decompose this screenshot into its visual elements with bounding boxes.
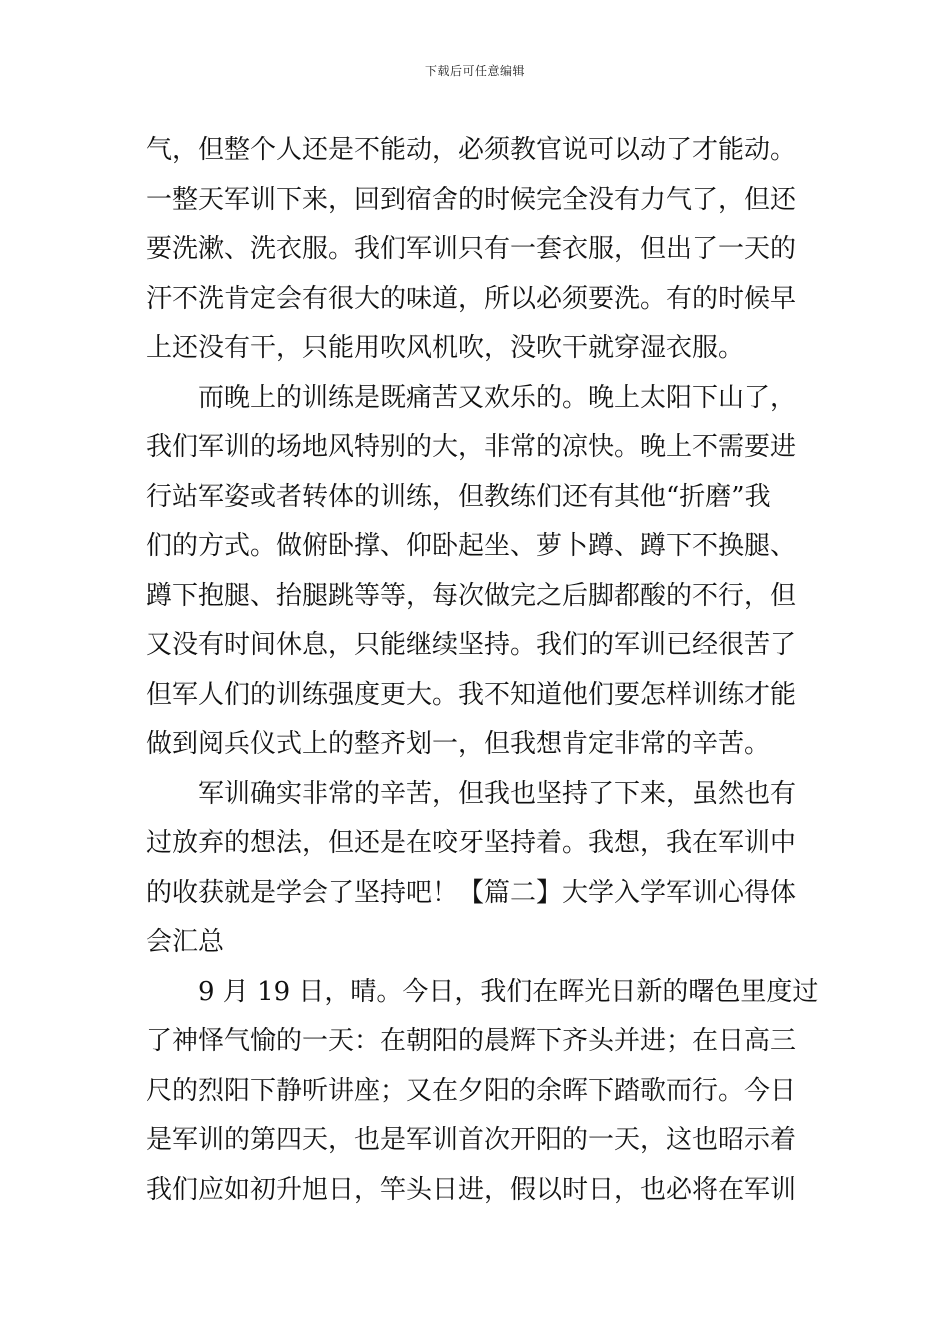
text-line: 们的方式。做俯卧撑、仰卧起坐、萝卜蹲、蹲下不换腿、 [146,531,797,561]
text-line: 一整天军训下来，回到宿舍的时候完全没有力气了，但还 [146,184,797,215]
text-line: 了神怿气愉的一天：在朝阳的晨辉下齐头并进；在日高三 [146,1026,797,1056]
paragraph-start-line: 9 月 19 日，晴。今日，我们在晖光日新的曙色里度过 [198,976,819,1007]
text-line: 尺的烈阳下静听讲座；又在夕阳的余晖下踏歌而行。今日 [146,1075,797,1106]
page-header: 下载后可任意编辑 [424,64,525,78]
text-line: 上还没有干，只能用吹风机吹，没吹干就穿湿衣服。 [146,333,745,363]
text-line: 我们军训的场地风特别的大，非常的凉快。晚上不需要进 [146,432,797,462]
text-line: 是军训的第四天，也是军训首次开阳的一天，这也昭示着 [146,1125,797,1155]
text-line: 气，但整个人还是不能动，必须教官说可以动了才能动。 [146,135,797,165]
text-line: 的收获就是学会了坚持吧！【篇二】大学入学军训心得体 [146,877,797,908]
paragraph-start-line: 而晚上的训练是既痛苦又欢乐的。晚上太阳下山了， [198,382,797,413]
text-line: 汗不洗肯定会有很大的味道，所以必须要洗。有的时候早 [146,283,797,314]
text-line: 但军人们的训练强度更大。我不知道他们要怎样训练才能 [146,679,797,710]
paragraph-start-line: 军训确实非常的辛苦，但我也坚持了下来，虽然也有 [198,778,797,809]
document-body [146,126,819,1215]
text-line: 会汇总 [146,927,225,957]
text-line: 又没有时间休息，只能继续坚持。我们的军训已经很苦了 [146,630,797,660]
text-line: 蹲下抱腿、抬腿跳等等，每次做完之后脚都酸的不行，但 [146,580,797,611]
text-line: 过放弃的想法，但还是在咬牙坚持着。我想，我在军训中 [146,828,797,858]
text-line: 做到阅兵仪式上的整齐划一，但我想肯定非常的辛苦。 [146,729,771,759]
text-line: 行站军姿或者转体的训练，但教练们还有其他“折磨”我 [146,481,771,512]
text-line: 我们应如初升旭日，竿头日进，假以时日，也必将在军训 [146,1174,797,1205]
text-line: 要洗漱、洗衣服。我们军训只有一套衣服，但出了一天的 [146,234,797,264]
